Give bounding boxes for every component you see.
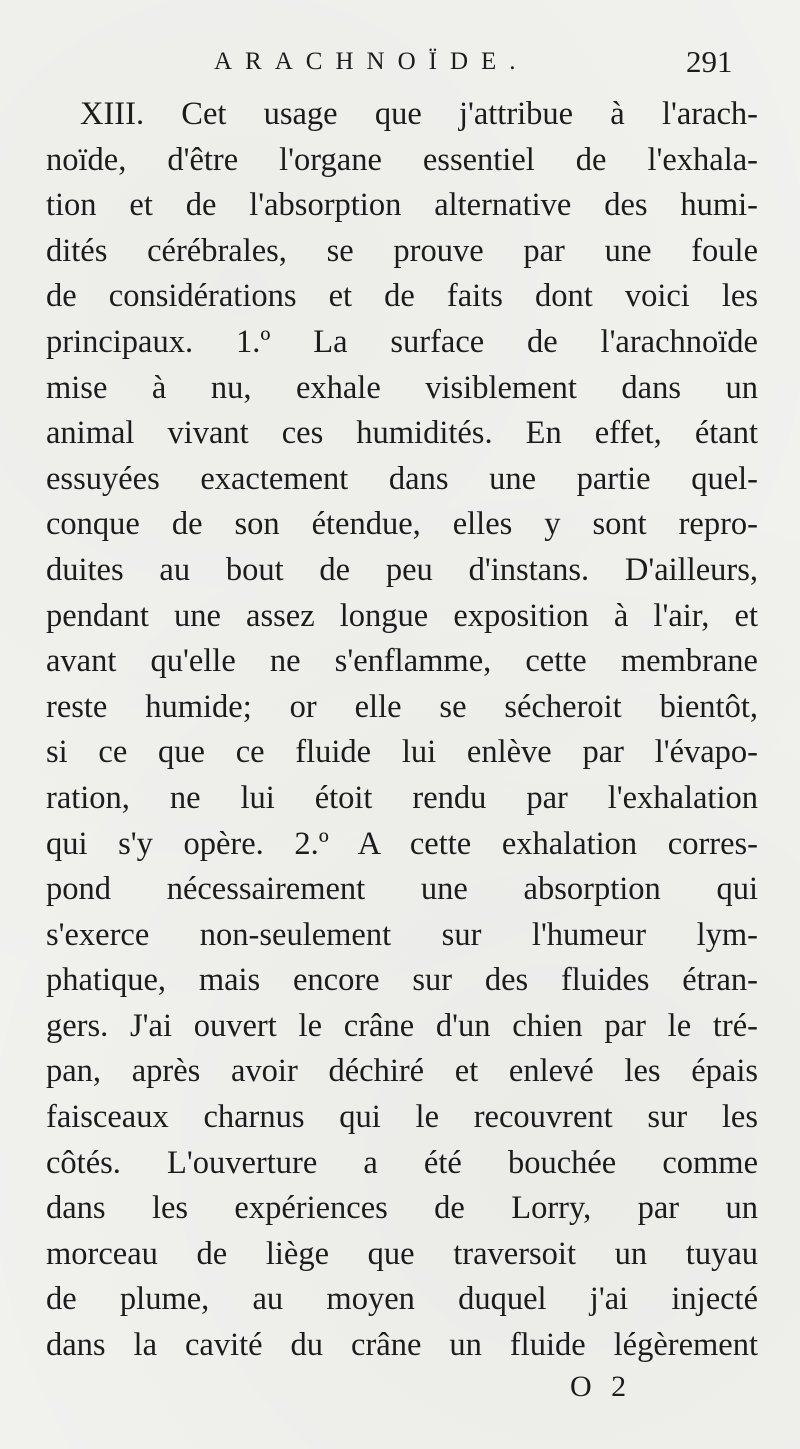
text-line: morceau de liège que traversoit un tuyau <box>46 1235 758 1272</box>
text-line: avant qu'elle ne s'enflamme, cette membrane <box>46 643 758 680</box>
page-number: 291 <box>686 44 733 79</box>
text-line: pond nécessairement une absorption qui <box>46 871 758 908</box>
running-title: ARACHNOÏDE. <box>214 48 529 75</box>
page-header <box>0 44 800 84</box>
text-line: animal vivant ces humidités. En effet, étant <box>46 415 758 452</box>
text-line: essuyées exactement dans une partie quel- <box>46 460 758 497</box>
text-line: pendant une assez longue exposition à l'air, et <box>46 597 758 634</box>
text-line: conque de son étendue, elles y sont repro- <box>46 506 758 543</box>
text-line: de considérations et de faits dont voici les <box>46 278 758 315</box>
body-text <box>46 92 758 1369</box>
text-line: tion et de l'absorption alternative des humi- <box>46 187 758 224</box>
text-line: gers. J'ai ouvert le crâne d'un chien par le tré- <box>46 1007 758 1044</box>
text-line: s'exerce non-seulement sur l'humeur lym- <box>46 916 758 953</box>
text-line: dans les expériences de Lorry, par un <box>46 1190 758 1227</box>
text-line: qui s'y opère. 2.º A cette exhalation corres- <box>46 825 758 862</box>
text-line: noïde, d'être l'organe essentiel de l'exhala- <box>46 141 758 178</box>
text-line: ration, ne lui étoit rendu par l'exhalation <box>46 779 758 816</box>
text-line: pan, après avoir déchiré et enlevé les épais <box>46 1053 758 1090</box>
text-line: duites au bout de peu d'instans. D'ailleurs, <box>46 551 758 588</box>
text-line: dans la cavité du crâne un fluide légèrement <box>46 1327 758 1364</box>
text-line: dités cérébrales, se prouve par une foule <box>46 232 758 269</box>
text-line: XIII. Cet usage que j'attribue à l'arach- <box>80 96 758 132</box>
text-line: si ce que ce fluide lui enlève par l'évapo- <box>46 734 758 771</box>
text-line: de plume, au moyen duquel j'ai injecté <box>46 1281 758 1318</box>
text-line: reste humide; or elle se sécheroit bientôt, <box>46 688 758 725</box>
text-line: phatique, mais encore sur des fluides étran- <box>46 962 758 999</box>
text-line: côtés. L'ouverture a été bouchée comme <box>46 1144 758 1181</box>
text-line: faisceaux charnus qui le recouvrent sur les <box>46 1099 758 1136</box>
text-line: mise à nu, exhale visiblement dans un <box>46 369 758 406</box>
text-line: principaux. 1.º La surface de l'arachnoïde <box>46 323 758 360</box>
signature-mark: O 2 <box>570 1370 633 1403</box>
